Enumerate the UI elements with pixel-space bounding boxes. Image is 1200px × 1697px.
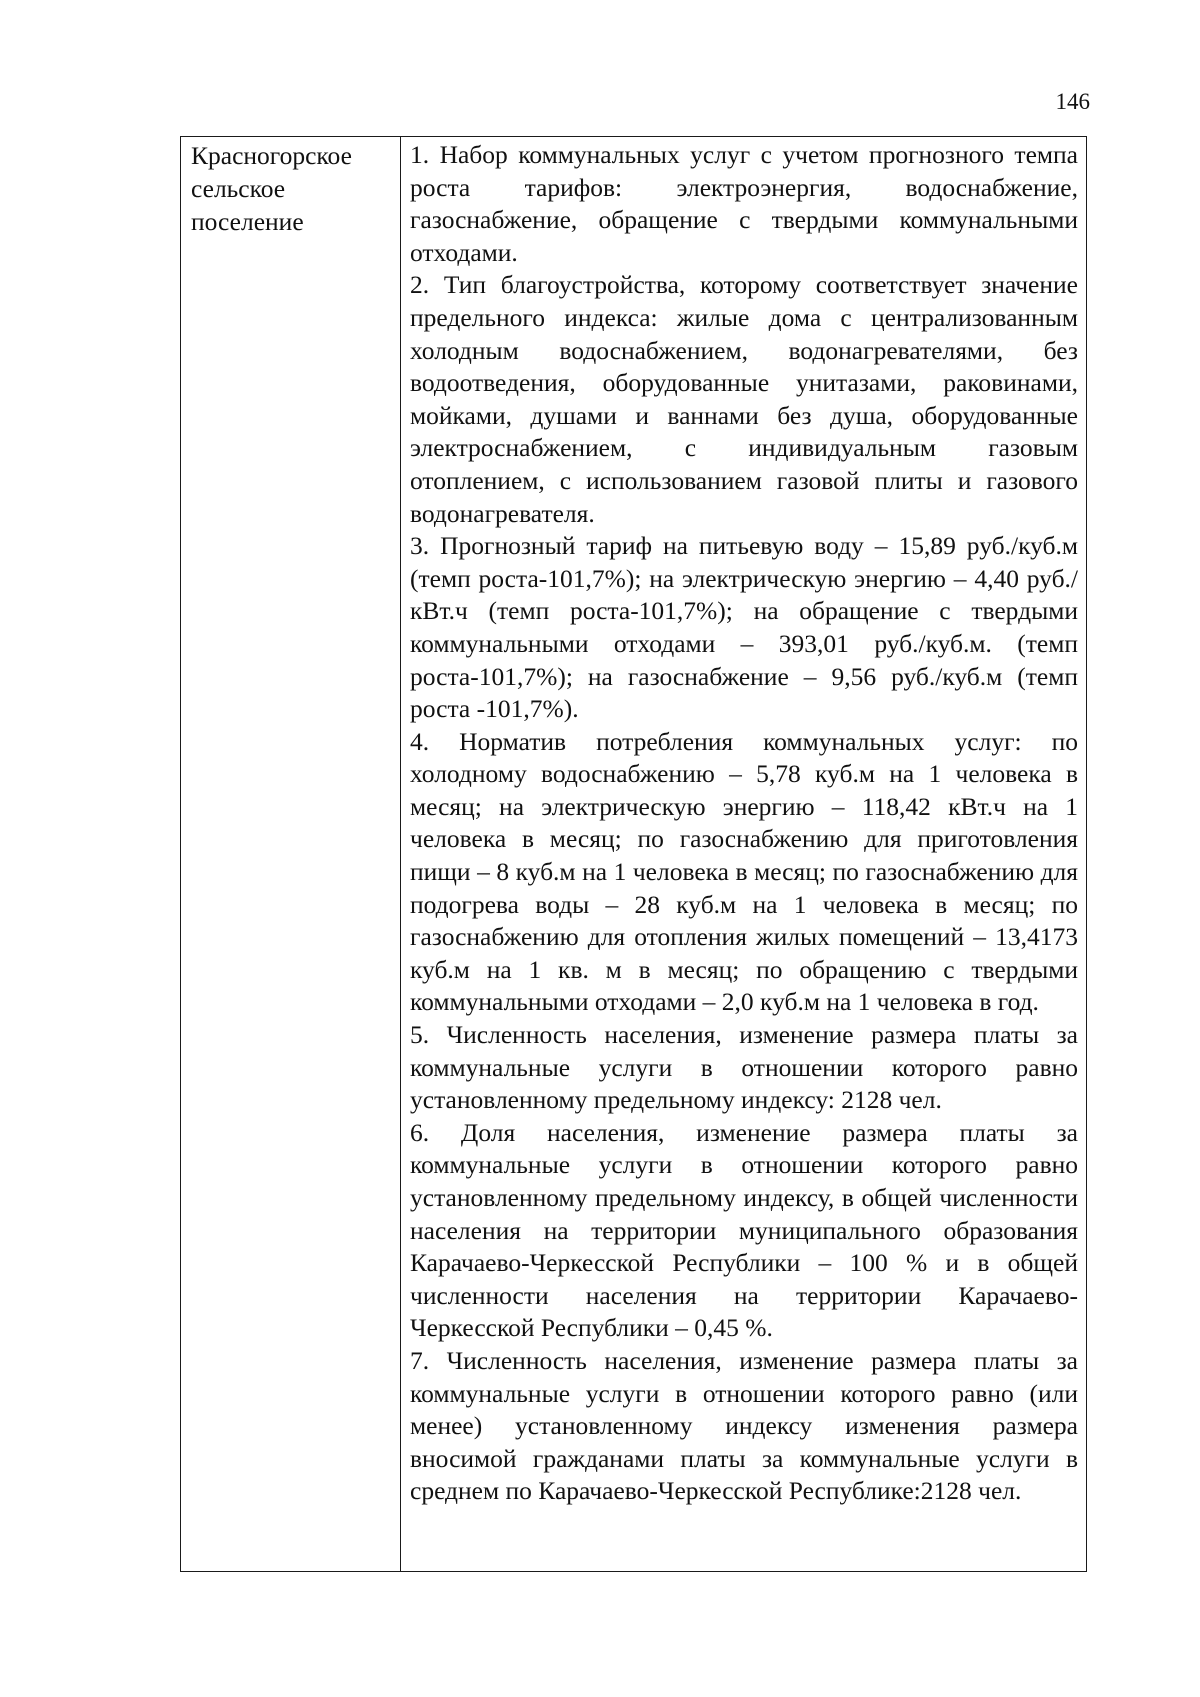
parameters-cell: [401, 137, 1086, 1571]
parameter-item-5: 5. Численность населения, изменение размера платы за коммунальные услуги в отношении которого равно установленному предельному индексу: 2128 чел.: [410, 1020, 1078, 1115]
parameter-item-6: 6. Доля населения, изменение размера платы за коммунальные услуги в отношении которого равно установленному предельному индексу, в общей численности населения на территории муниципального образования Карачаево-Черкесской Республики – 100 % и в общей численности населения на территории Карачаево-Черкесской Республики – 0,45 %.: [410, 1117, 1078, 1343]
settlement-table: [180, 136, 1087, 1572]
page-number: 146: [1055, 89, 1090, 114]
settlement-name-line: Красногорское: [191, 141, 352, 170]
parameter-item-3: 3. Прогнозный тариф на питьевую воду – 15,89 руб./куб.м (темп роста-101,7%); на электрическую энергию – 4,40 руб./кВт.ч (темп роста-101,7%); на обращение с твердыми коммунальными отходами – 393,01 руб./куб.м. (темп роста-101,7%); на газоснабжение – 9,56 руб./куб.м (темп роста -101,7%).: [410, 531, 1078, 724]
parameter-item-4: 4. Норматив потребления коммунальных услуг: по холодному водоснабжению – 5,78 куб.м на 1 человека в месяц; на электрическую энергию – 118,42 кВт.ч на 1 человека в месяц; по газоснабжению для приготовления пищи – 8 куб.м на 1 человека в месяц; по газоснабжению для подогрева воды – 28 куб.м на 1 человека в месяц; по газоснабжению для отопления жилых помещений – 13,4173 куб.м на 1 кв. м в месяц; по обращению с твердыми коммунальными отходами – 2,0 куб.м на 1 человека в год.: [410, 726, 1078, 1017]
parameter-item-1: 1. Набор коммунальных услуг с учетом прогнозного темпа роста тарифов: электроэнергия, водоснабжение, газоснабжение, обращение с твердыми коммунальными отходами.: [410, 140, 1078, 267]
settlement-name-line: сельское: [191, 174, 286, 203]
settlement-name-cell: [181, 137, 401, 1571]
settlement-name-line: поселение: [191, 207, 304, 236]
parameter-item-2: 2. Тип благоустройства, которому соответствует значение предельного индекса: жилые дома с централизованным холодным водоснабжением, водонагревателями, без водоотведения, оборудованные унитазами, раковинами, мойками, душами и ваннами без душа, оборудованные электроснабжением, с индивидуальным газовым отоплением, с использованием газовой плиты и газового водонагревателя.: [410, 270, 1078, 528]
parameter-item-7: 7. Численность населения, изменение размера платы за коммунальные услуги в отношении которого равно (или менее) установленному индексу изменения размера вносимой гражданами платы за коммунальные услуги в среднем по Карачаево-Черкесской Республике:2128 чел.: [410, 1345, 1078, 1506]
